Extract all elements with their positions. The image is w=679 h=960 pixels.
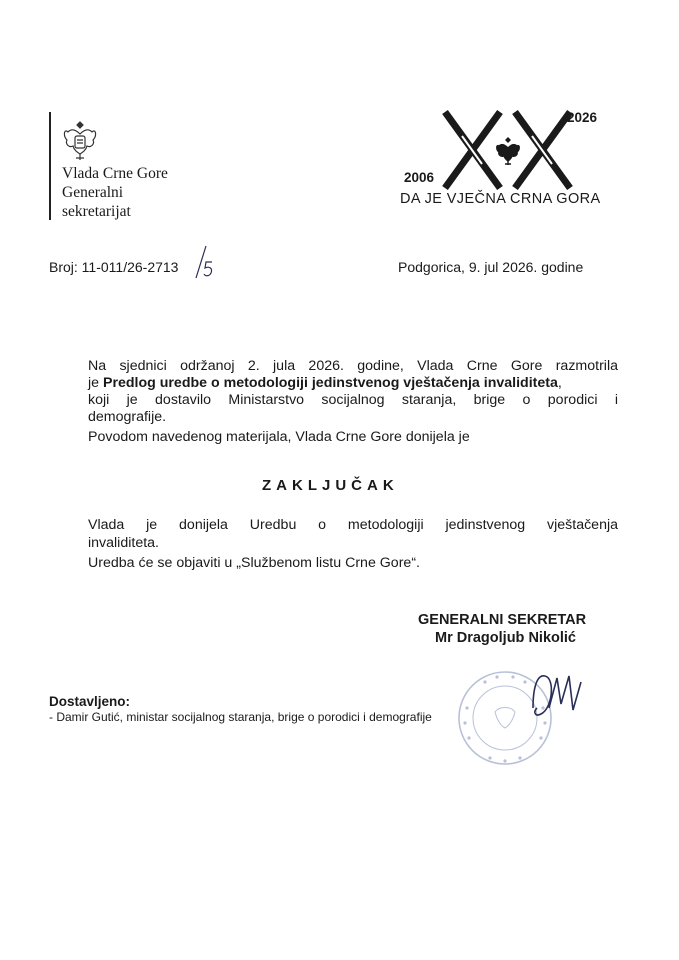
- anniversary-logo: [440, 108, 580, 194]
- org-name-line-2: Generalni: [62, 184, 124, 201]
- paragraph-3-line-1: Vlada je donijela Uredbu o metodologiji jedinstvenog vještačenja: [88, 517, 618, 533]
- signatory-title: GENERALNI SEKRETAR: [418, 612, 587, 628]
- logo-year-end: 2026: [567, 110, 598, 125]
- handwritten-signature: [527, 668, 587, 722]
- delivered-label: Dostavljeno:: [49, 694, 131, 709]
- header-divider: [49, 112, 51, 220]
- coat-of-arms-icon: [60, 118, 100, 164]
- reference-number: Broj: 11-011/26-2713: [49, 259, 179, 275]
- paragraph-1-line-2: [88, 375, 618, 392]
- paragraph-4: Uredba će se objaviti u „Službenom listu Crne Gore“.: [88, 555, 420, 571]
- delivered-recipient: - Damir Gutić, ministar socijalnog staranja, brige o porodici i demografije: [49, 710, 432, 724]
- paragraph-1-line-3: koji je dostavilo Ministarstvo socijalnog staranja, brige o porodici i: [88, 392, 618, 408]
- logo-motto: DA JE VJEČNA CRNA GORA: [400, 191, 601, 207]
- paragraph-1-suffix: ,: [557, 375, 562, 391]
- signatory-name: Mr Dragoljub Nikolić: [435, 630, 576, 646]
- org-name-line-1: Vlada Crne Gore: [62, 165, 168, 182]
- place-and-date: Podgorica, 9. jul 2026. godine: [398, 259, 584, 275]
- logo-year-start: 2006: [404, 170, 435, 185]
- paragraph-1-line-4: demografije.: [88, 409, 167, 425]
- org-name-line-3: sekretarijat: [62, 203, 131, 220]
- paragraph-1-prefix: je: [88, 375, 103, 391]
- paragraph-1-line-1: Na sjednici održanoj 2. jula 2026. godine, Vlada Crne Gore razmotrila: [88, 358, 618, 374]
- decree-title: Predlog uredbe o metodologiji jedinstvenog vještačenja invaliditeta: [102, 375, 558, 391]
- conclusion-heading: ZAKLJUČAK: [262, 477, 399, 494]
- handwritten-suffix-mark: [188, 244, 218, 284]
- paragraph-2: Povodom navedenog materijala, Vlada Crne Gore donijela je: [88, 429, 470, 445]
- paragraph-3-line-2: invaliditeta.: [88, 535, 159, 551]
